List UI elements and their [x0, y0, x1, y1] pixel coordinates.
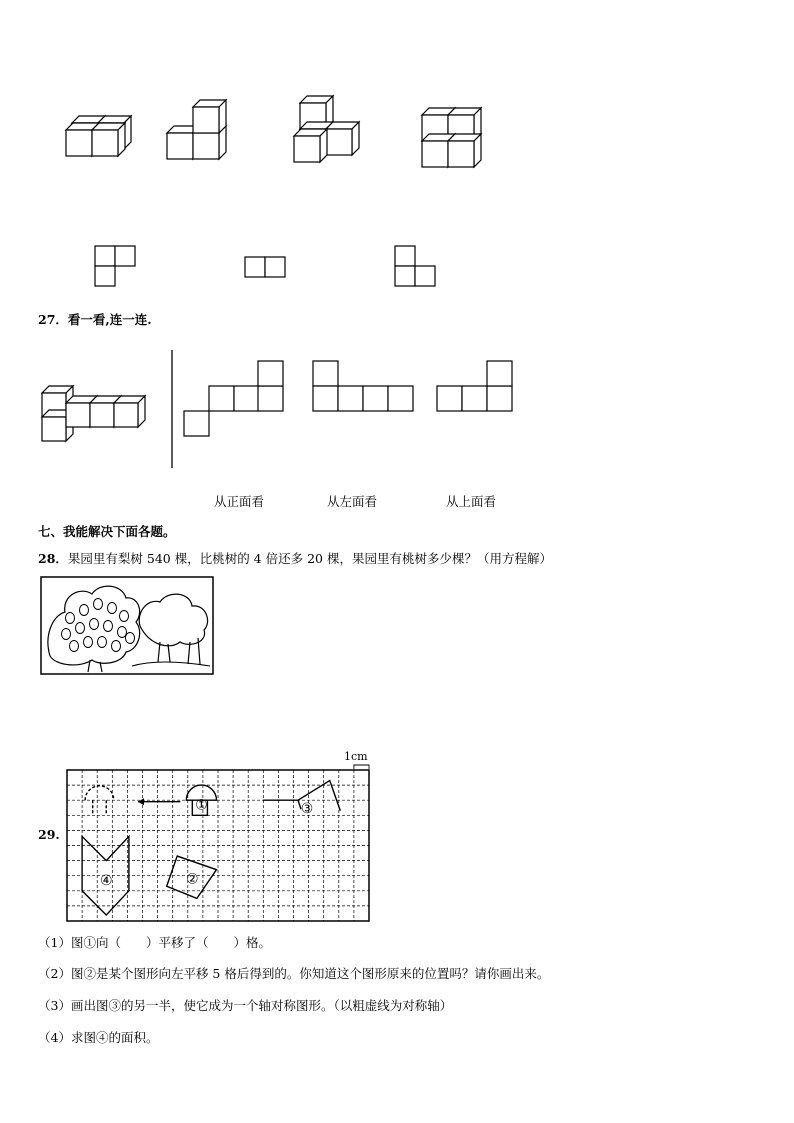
cube: [92, 123, 125, 156]
view-square: [363, 386, 388, 411]
view-square: [338, 386, 363, 411]
pear-fruit: [108, 603, 117, 614]
view-label-left: 从左面看: [327, 494, 378, 509]
view-square: [437, 386, 462, 411]
cube: [193, 100, 226, 133]
view-square: [462, 386, 487, 411]
figure-label-1: ①: [195, 797, 208, 814]
cube: [114, 396, 145, 427]
figure-label-4: ④: [99, 873, 113, 890]
q29-sub-question-4: （4）求图④的面积。: [38, 1030, 159, 1045]
view-square: [95, 266, 115, 286]
view-square: [395, 266, 415, 286]
figure-1-target-legs: [93, 800, 107, 815]
q27-prompt: 看一看,连一连.: [67, 312, 152, 327]
view-square: [265, 257, 285, 277]
q27-prompt-line: [38, 312, 152, 328]
view-square: [115, 246, 135, 266]
q28-line: [38, 551, 552, 567]
cube: [294, 129, 327, 162]
q29-sub-question-2: （2）图②是某个图形向左平移 5 格后得到的。你知道这个图形原来的位置吗？请你画出来。: [38, 966, 550, 981]
view-label-front: 从正面看: [214, 494, 265, 509]
pear-fruit: [66, 613, 75, 624]
q29-sub-question-3: （3）画出图③的另一半，使它成为一个轴对称图形。（以粗虚线为对称轴）: [38, 998, 453, 1013]
pear-fruit: [120, 611, 129, 622]
scale-label: 1cm: [344, 750, 368, 763]
scale-bracket: [354, 765, 369, 769]
pear-fruit: [94, 599, 103, 610]
pear-fruit: [84, 637, 93, 648]
q29-grid-figure: [0, 760, 794, 960]
view-square: [313, 386, 338, 411]
q29-sub-question-1: （1）图①向（ ）平移了（ ）格。: [38, 935, 271, 950]
cube: [448, 134, 481, 167]
cube-figures-top: [0, 0, 794, 300]
pear-fruit: [112, 641, 121, 652]
pear-fruit: [104, 621, 113, 632]
figure-label-2: ②: [186, 871, 199, 888]
view-square: [487, 386, 512, 411]
pear-fruit: [80, 605, 89, 616]
view-square: [415, 266, 435, 286]
pear-fruit: [76, 623, 85, 634]
view-square: [388, 386, 413, 411]
orchard-illustration: [40, 576, 215, 676]
pear-fruit: [70, 641, 79, 652]
view-square: [258, 386, 283, 411]
view-label-top: 从上面看: [446, 494, 497, 509]
q28-text: 果园里有梨树 540 棵，比桃树的 4 倍还多 20 棵，果园里有桃树多少棵？（用方程解）: [67, 551, 552, 566]
section7-heading: 七、我能解决下面各题。: [38, 524, 176, 539]
pear-fruit: [90, 619, 99, 630]
view-square: [184, 411, 209, 436]
pear-fruit: [62, 629, 71, 640]
view-square: [209, 386, 234, 411]
view-square: [258, 361, 283, 386]
q29-number: 29.: [38, 827, 60, 842]
view-square: [313, 361, 338, 386]
figure-label-3: ③: [300, 800, 314, 817]
cube: [326, 122, 359, 155]
pear-fruit: [118, 627, 127, 638]
view-square: [395, 246, 415, 266]
q28-number: 28．: [38, 551, 68, 566]
view-square: [487, 361, 512, 386]
q27-number: 27．: [38, 312, 68, 327]
pear-fruit: [98, 637, 107, 648]
figure-1-target-dashed: [85, 786, 114, 800]
view-square: [245, 257, 265, 277]
q27-figures: [0, 330, 794, 490]
view-square: [234, 386, 259, 411]
pear-fruit: [126, 633, 135, 644]
view-square: [95, 246, 115, 266]
arrow-head: [138, 798, 144, 805]
